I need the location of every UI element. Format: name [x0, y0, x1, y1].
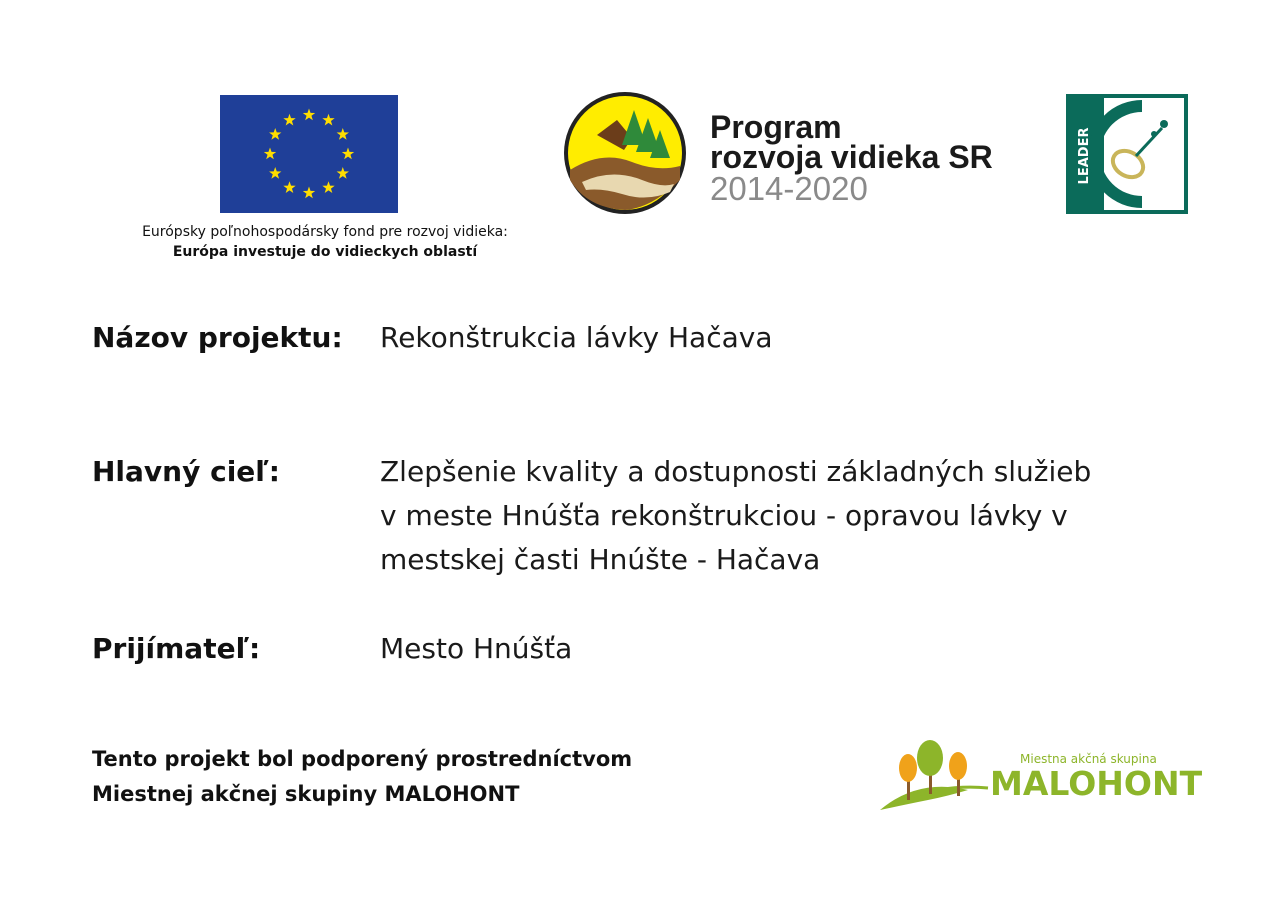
- recipient-value: Mesto Hnúšťa: [380, 632, 573, 665]
- project-name-label: Názov projektu:: [92, 321, 343, 354]
- eu-flag-logo: [220, 95, 398, 213]
- project-name-value: Rekonštrukcia lávky Hačava: [380, 321, 773, 354]
- mas-subtitle: Miestna akčná skupina: [1020, 752, 1157, 766]
- eu-caption-line1: Európsky poľnohospodársky fond pre rozvoj vidieka:: [142, 224, 508, 240]
- mas-title: MALOHONT: [990, 764, 1203, 803]
- leader-text: LEADER: [1077, 127, 1092, 185]
- prv-line2: rozvoja vidieka SR: [710, 139, 993, 175]
- main-goal-value: [380, 450, 1160, 582]
- support-line1: Tento projekt bol podporený prostredníctvom: [92, 747, 633, 771]
- support-line2: Miestnej akčnej skupiny MALOHONT: [92, 782, 520, 806]
- prv-title: [710, 109, 993, 207]
- prv-line1: Program: [710, 109, 842, 145]
- eu-fund-caption: [60, 222, 590, 262]
- goal-line: mestskej časti Hnúšte - Hačava: [380, 543, 821, 576]
- leader-logo: [1066, 94, 1188, 214]
- main-goal-label: Hlavný cieľ:: [92, 455, 280, 488]
- goal-line: Zlepšenie kvality a dostupnosti základných služieb: [380, 455, 1092, 488]
- goal-line: v meste Hnúšťa rekonštrukciou - opravou lávky v: [380, 499, 1068, 532]
- eu-caption-line2: Európa investuje do vidieckych oblastí: [172, 244, 478, 260]
- prv-years: 2014-2020: [710, 170, 868, 207]
- recipient-label: Prijímateľ:: [92, 632, 261, 665]
- prv-emblem-logo: [562, 90, 688, 216]
- support-statement: [92, 742, 632, 812]
